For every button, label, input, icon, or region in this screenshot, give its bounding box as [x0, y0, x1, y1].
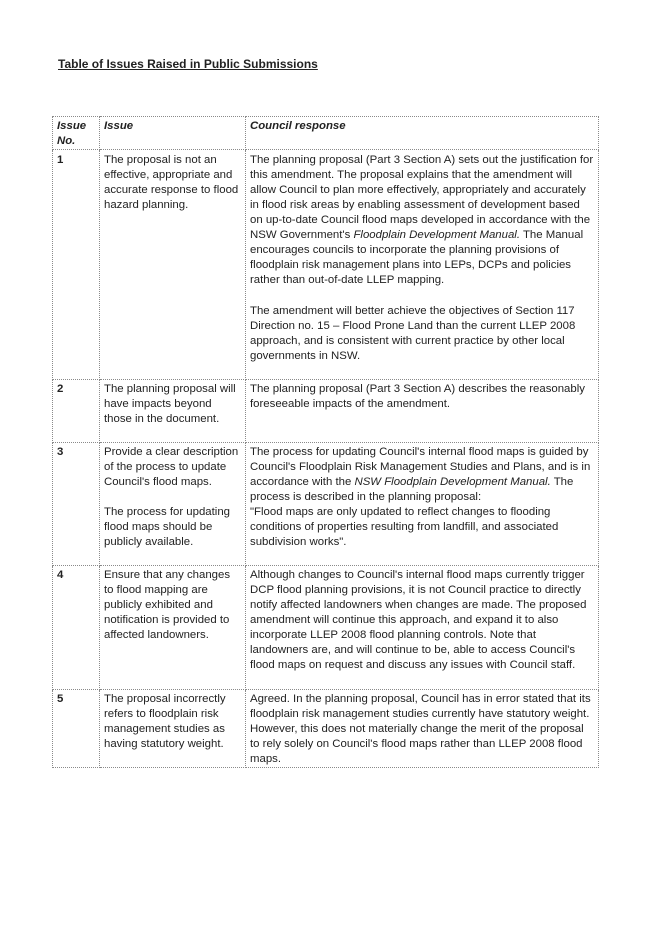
- issue-number: 1: [53, 150, 100, 380]
- table-header: [53, 117, 599, 150]
- council-response: [246, 689, 599, 767]
- issue-paragraph: Ensure that any changes to flood mapping are publicly exhibited and notification is provided to affected landowners.: [104, 569, 231, 642]
- council-response: [246, 379, 599, 442]
- italic-reference: Floodplain Development Manual.: [353, 229, 520, 242]
- issue-text: [100, 689, 246, 767]
- issue-number: 4: [53, 566, 100, 689]
- table-row: [53, 566, 599, 689]
- response-text: The amendment will better achieve the objectives of Section 117 Direction no. 15 – Flood Prone Land than the current LLEP 2008 approach, and is consistent with current practice by other local governments in NSW.: [250, 304, 576, 362]
- table-body: [53, 150, 599, 768]
- column-header-issue: Issue: [100, 117, 246, 150]
- response-paragraph: [250, 304, 594, 364]
- issue-text: [100, 566, 246, 689]
- response-text: The planning proposal (Part 3 Section A) sets out the justification for this amendment. The proposal explains that the amendment will allow Council to plan more effectively, appropriately and accurately in flood risk areas by enabling assessment of development based on up-to-date Council flood maps developed in accordance with the NSW Government's: [250, 154, 594, 242]
- council-response: [246, 150, 599, 380]
- issue-paragraph: The proposal is not an effective, appropriate and accurate response to flood hazard planning.: [104, 154, 239, 212]
- response-text: The process is described in the planning proposal:: [250, 475, 574, 503]
- italic-reference: NSW Floodplain Development Manual.: [354, 475, 551, 488]
- column-header-issue-no: Issue No.: [53, 117, 100, 150]
- issue-number: 5: [53, 689, 100, 767]
- table-row: [53, 442, 599, 565]
- issue-paragraph: The process for updating flood maps should be publicly available.: [104, 505, 231, 549]
- response-text: "Flood maps are only updated to reflect changes to flooding conditions of properties resulting from landfill, and associated subdivision works".: [250, 506, 559, 549]
- response-text: The planning proposal (Part 3 Section A) describes the reasonably foreseeable impacts of the amendment.: [250, 382, 585, 410]
- response-text: Although changes to Council's internal flood maps currently trigger DCP flood planning provisions, it is not Council practice to directly notify affected landowners when changes are made. The proposed amendment will continue this approach, and expand it to also incorporate LLEP 2008 flood planning controls. Note that landowners are, and will continue to be, able to access Council's flood maps on request and discuss any issues with Council staff.: [250, 569, 587, 672]
- issue-number: 3: [53, 442, 100, 565]
- table-row: [53, 689, 599, 767]
- issues-table: [52, 116, 599, 768]
- response-text: The Manual encourages councils to incorporate the planning provisions of floodplain risk management plans into LEPs, DCPs and policies rather than out-of-date LLEP mapping.: [250, 229, 584, 287]
- issue-text: [100, 150, 246, 380]
- response-text: Agreed. In the planning proposal, Council has in error stated that its floodplain risk management studies currently have statutory weight. However, this does not materially change the merit of the proposal to rely solely on Council's flood maps rather than LLEP 2008 flood maps.: [250, 692, 591, 765]
- header-row: [53, 117, 599, 150]
- response-text: The process for updating Council's internal flood maps is guided by Council's Floodplain Risk Management Studies and Plans, and is in accordance with the: [250, 445, 591, 488]
- council-response: [246, 442, 599, 565]
- issue-number: 2: [53, 379, 100, 442]
- issue-paragraph: The proposal incorrectly refers to floodplain risk management studies as having statutory weight.: [104, 692, 226, 750]
- issue-text: [100, 442, 246, 565]
- issue-paragraph: The planning proposal will have impacts beyond those in the document.: [104, 382, 236, 425]
- page-title: Table of Issues Raised in Public Submissions: [58, 57, 318, 71]
- response-paragraph: [250, 445, 594, 550]
- response-paragraph: [250, 382, 594, 412]
- response-paragraph: [250, 153, 594, 288]
- issue-text: [100, 379, 246, 442]
- table-row: [53, 150, 599, 380]
- response-paragraph: [250, 692, 594, 767]
- response-paragraph: [250, 568, 594, 673]
- column-header-council-response: Council response: [246, 117, 599, 150]
- table-row: [53, 379, 599, 442]
- issue-paragraph: Provide a clear description of the process to update Council's flood maps.: [104, 445, 239, 488]
- council-response: [246, 566, 599, 689]
